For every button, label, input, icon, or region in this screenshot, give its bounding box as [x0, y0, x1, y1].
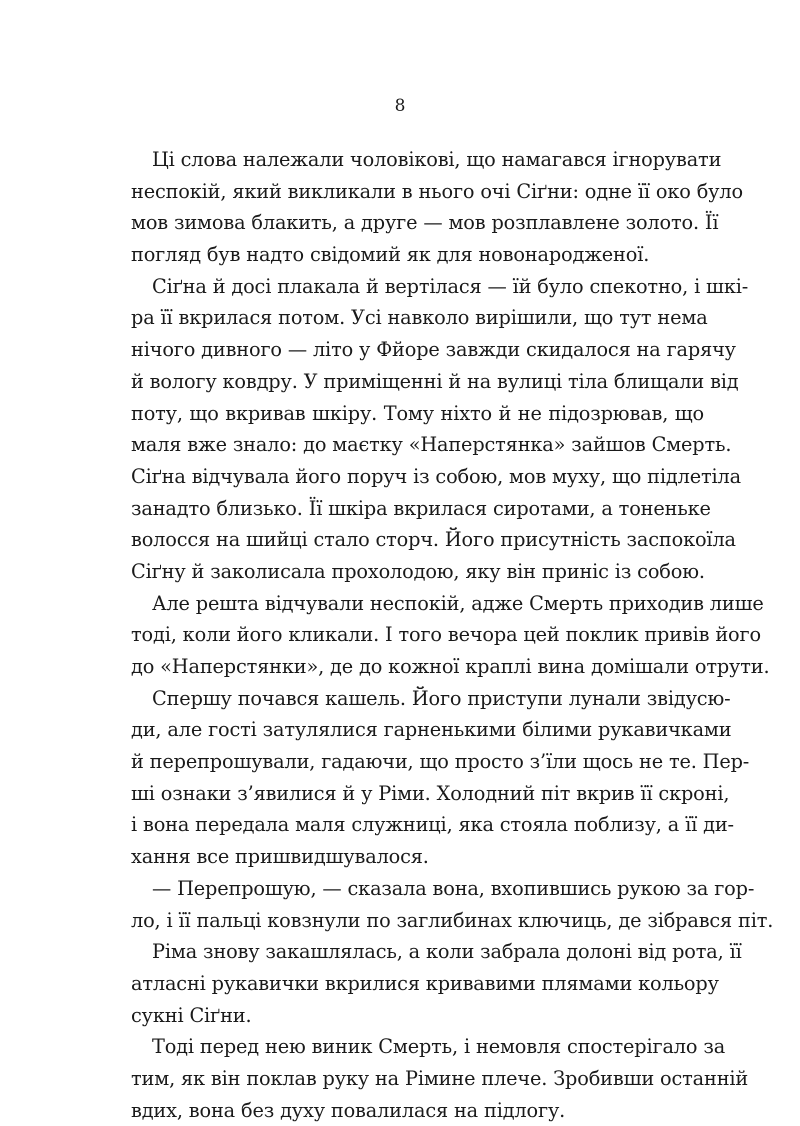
text-line: сукні Сіґни.: [131, 1003, 252, 1027]
text-line: хання все пришвидшувалося.: [131, 845, 429, 869]
text-line: Сіґна й досі плакала й вертілася — їй було спекотно, і шкі-: [152, 274, 749, 298]
text-line: Спершу почався кашель. Його приступи лунали звідусю-: [152, 686, 731, 710]
text-line: ло, і її пальці ковзнули по заглибинах ключиць, де зібрався піт.: [131, 908, 774, 932]
text-line: Ріма знову закашлялась, а коли забрала долоні від рота, її: [152, 940, 742, 964]
text-line: ші ознаки з’явилися й у Ріми. Холодний піт вкрив її скроні,: [131, 781, 730, 805]
text-line: — Перепрошую, — сказала вона, вхопившись рукою за гор-: [152, 876, 755, 900]
text-line: поту, що вкривав шкіру. Тому ніхто й не підозрював, що: [131, 401, 704, 425]
text-line: тим, як він поклав руку на Рімине плече. Зробивши останній: [131, 1066, 749, 1090]
text-line: тоді, коли його кликали. І того вечора цей поклик привів його: [131, 623, 761, 647]
text-line: до «Наперстянки», де до кожної краплі вина домішали отрути.: [131, 655, 770, 678]
text-line: і вона передала маля служниці, яка стояла поблизу, а її ди-: [131, 813, 734, 837]
text-line: нічого дивного — літо у Фйоре завжди скидалося на гарячу: [131, 338, 736, 362]
text-line: Ці слова належали чоловікові, що намагався ігнорувати: [152, 148, 722, 171]
text-line: й вологу ковдру. У приміщенні й на вулиці тіла блищали від: [131, 369, 739, 393]
text-line: вдих, вона без духу повалилася на підлогу.: [131, 1098, 566, 1122]
text-line: Сіґна відчувала його поруч із собою, мов муху, що підлетіла: [131, 464, 741, 488]
text-line: Сіґну й заколисала прохолодою, яку він приніс із собою.: [131, 559, 705, 583]
text-line: ра її вкрилася потом. Усі навколо вирішили, що тут нема: [131, 306, 708, 330]
text-line: й перепрошували, гадаючи, що просто з’їли щось не те. Пер-: [131, 750, 750, 774]
text-line: маля вже знало: до маєтку «Наперстянка» зайшов Смерть.: [131, 433, 732, 457]
text-line: мов зимова блакить, а друге — мов розплавлене золото. Її: [131, 211, 719, 235]
text-line: Тоді перед нею виник Смерть, і немовля спостерігало за: [152, 1035, 726, 1059]
text-line: погляд був надто свідомий як для новонародженої.: [131, 243, 650, 267]
text-line: занадто близько. Її шкіра вкрилася сиротами, а тоненьке: [131, 496, 711, 520]
text-line: атласні рукавички вкрилися кривавими плямами кольору: [131, 971, 719, 995]
page-number: 8: [394, 96, 406, 116]
text-line: волосся на шийці стало сторч. Його присутність заспокоїла: [131, 528, 736, 552]
body-text: [131, 144, 774, 1126]
text-line: ди, але гості затулялися гарненькими білими рукавичками: [131, 718, 732, 742]
text-line: Але решта відчували неспокій, адже Смерть приходив лише: [152, 591, 764, 615]
text-line: неспокій, який викликали в нього очі Сіґни: одне її око було: [131, 179, 743, 203]
